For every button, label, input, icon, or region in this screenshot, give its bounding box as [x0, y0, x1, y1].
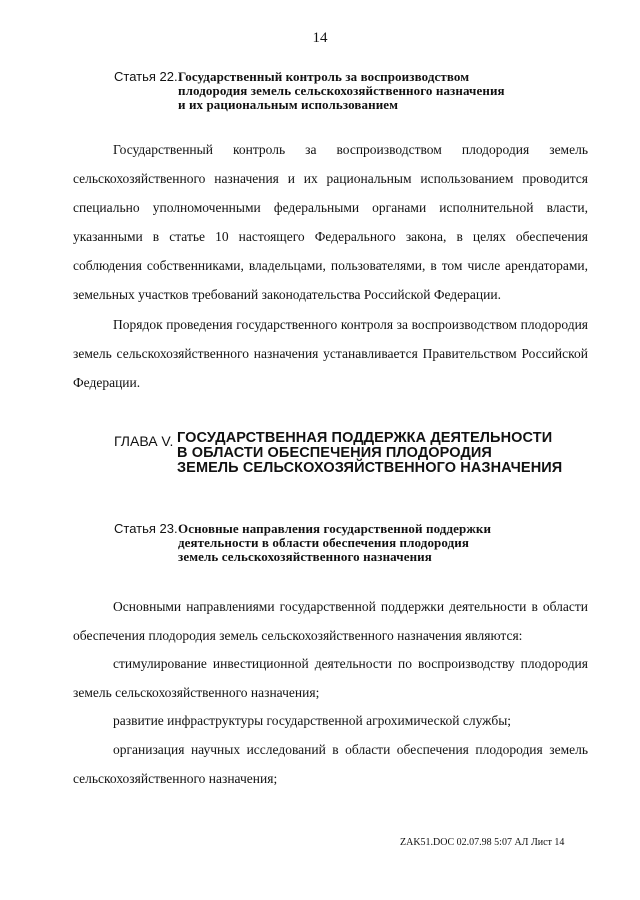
article-22-label: Статья 22. [114, 69, 178, 84]
article-22-title-line: Государственный контроль за воспроизводством [178, 69, 470, 84]
article-22-title-line: и их рациональным использованием [178, 97, 399, 112]
chapter-5-title [177, 431, 614, 476]
article-22-heading [114, 70, 594, 112]
document-footer: ZAK51.DOC 02.07.98 5:07 АЛ Лист 14 [400, 837, 565, 848]
page-number: 14 [312, 30, 328, 46]
chapter-5-title-line: ЗЕМЕЛЬ СЕЛЬСКОХОЗЯЙСТВЕННОГО НАЗНАЧЕНИЯ [177, 460, 563, 476]
article-23-paragraph-2: стимулирование инвестиционной деятельности по воспроизводству плодородия земель сельскохозяйственного назначения; [73, 656, 588, 700]
article-22-title-line: плодородия земель сельскохозяйственного назначения [178, 83, 505, 98]
chapter-5-label: ГЛАВА V. [114, 433, 174, 449]
article-22-title [178, 70, 594, 112]
article-22-paragraph-2: Порядок проведения государственного контроля за воспроизводством плодородия земель сельскохозяйственного назначения устанавливается Правительством Российской Федерации. [73, 317, 588, 390]
article-23-label: Статья 23. [114, 521, 178, 536]
chapter-5-title-line: ГОСУДАРСТВЕННАЯ ПОДДЕРЖКА ДЕЯТЕЛЬНОСТИ [177, 430, 553, 446]
article-23-heading [114, 522, 594, 564]
article-23-paragraph-4: организация научных исследований в области обеспечения плодородия земель сельскохозяйственного назначения; [73, 742, 588, 786]
article-23-paragraph-3: развитие инфраструктуры государственной агрохимической службы; [113, 713, 512, 728]
article-23-title-line: земель сельскохозяйственного назначения [178, 549, 432, 564]
chapter-5-title-line: В ОБЛАСТИ ОБЕСПЕЧЕНИЯ ПЛОДОРОДИЯ [177, 445, 492, 461]
chapter-5-heading [114, 431, 614, 476]
article-22-paragraph-1: Государственный контроль за воспроизводством плодородия земель сельскохозяйственного назначения и их рациональным использованием проводится специально уполномоченными федеральными органами исполнительной власти, указанными в статье 10 настоящего Федерального закона, в целях обеспечения соблюдения собственниками, владельцами, пользователями, в том числе арендаторами, земельных участков требований законодательства Российской Федерации. [73, 142, 588, 302]
article-23-title [178, 522, 594, 564]
article-23-title-line: Основные направления государственной поддержки [178, 521, 492, 536]
article-23-title-line: деятельности в области обеспечения плодородия [178, 535, 469, 550]
article-23-paragraph-1: Основными направлениями государственной поддержки деятельности в области обеспечения плодородия земель сельскохозяйственного назначения являются: [73, 599, 588, 643]
